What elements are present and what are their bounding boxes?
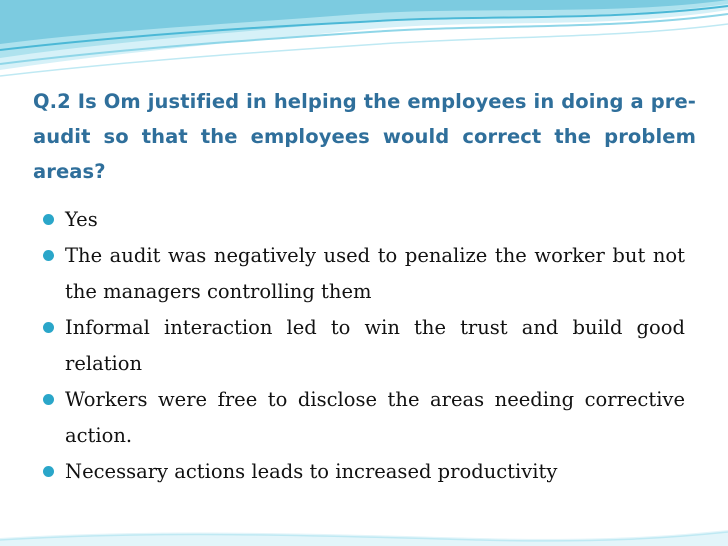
bullet-marker-icon (43, 394, 54, 405)
footer-wave-band (0, 530, 728, 546)
bullet-text: Necessary actions leads to increased productivity (65, 460, 558, 483)
bullet-item (41, 382, 685, 454)
bullet-item (41, 202, 685, 238)
header-wave-decoration (0, 0, 728, 90)
bullet-list (41, 202, 685, 490)
slide-title: Q.2 Is Om justified in helping the employees in doing a pre-audit so that the employees would correct the problem areas? (33, 90, 696, 183)
bullet-marker-icon (43, 466, 54, 477)
bullet-marker-icon (43, 322, 54, 333)
bullet-marker-icon (43, 250, 54, 261)
bullet-item (41, 454, 685, 490)
bullet-text: Yes (65, 208, 98, 231)
bullet-text: Workers were free to disclose the areas needing corrective action. (65, 388, 685, 447)
bullet-marker-icon (43, 214, 54, 225)
bullet-item (41, 238, 685, 310)
bullet-text: Informal interaction led to win the trust and build good relation (65, 316, 685, 375)
footer-wave-decoration (0, 524, 728, 546)
bullet-item (41, 310, 685, 382)
bullet-text: The audit was negatively used to penalize the worker but not the managers controlling them (65, 244, 685, 303)
